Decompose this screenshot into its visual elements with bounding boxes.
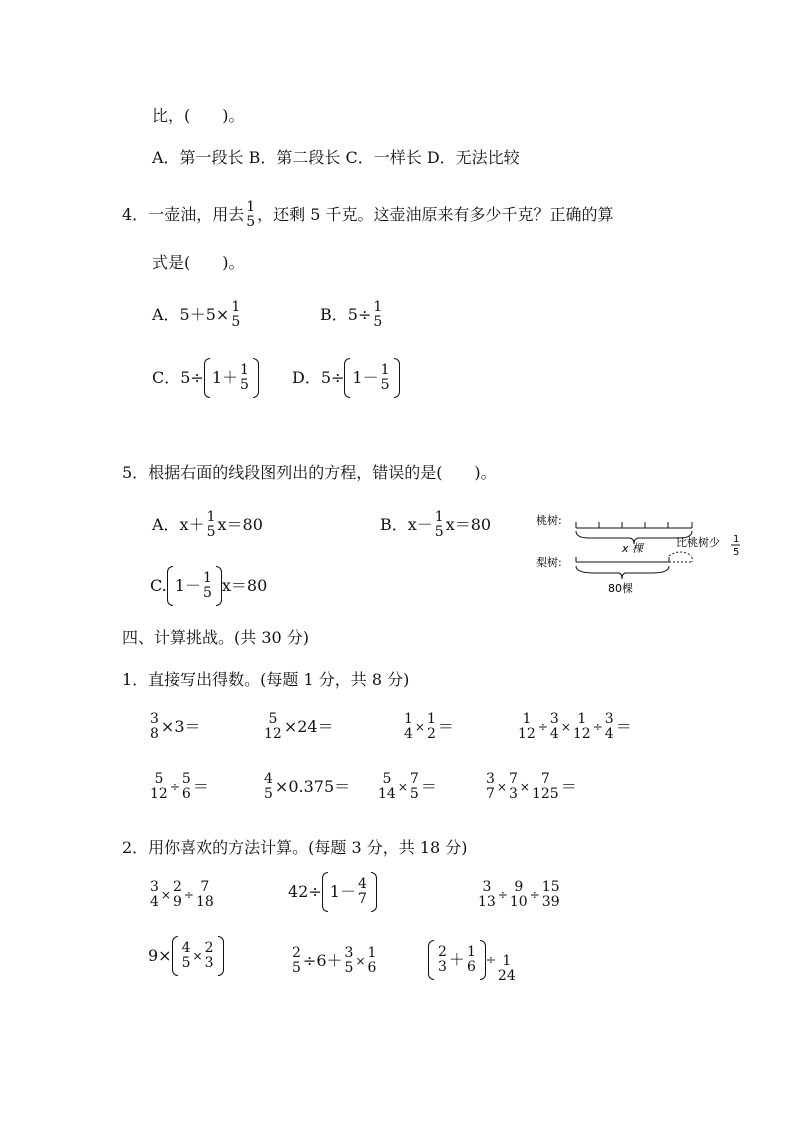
q4-option-c[interactable] <box>152 358 259 398</box>
q3-options: A．第一段长 B．第二段长 C．一样长 D．无法比较 <box>152 148 520 167</box>
q4-number: 4． <box>122 204 149 224</box>
q3-line2: 比，( )。 <box>152 106 245 125</box>
option-label: C．5÷ <box>152 368 204 387</box>
calc-item: 3 8 ×3＝ <box>150 711 201 742</box>
option-label: B．5÷ <box>320 304 372 324</box>
q4-stem-b: ，还剩 5 千克。这壶油原来有多少千克？正确的算 <box>257 204 614 224</box>
calc-item: 42÷ 1－ 4 7 <box>288 872 377 912</box>
q5-stem: 5．根据右面的线段图列出的方程，错误的是( )。 <box>122 463 497 482</box>
calc-item: 1 4 × 1 2 ＝ <box>404 711 454 742</box>
part1-title: 1．直接写出得数。(每题 1 分，共 8 分) <box>122 670 410 689</box>
q4-option-a[interactable] <box>152 300 242 329</box>
calc-item: 5 14 × 7 5 ＝ <box>378 771 437 802</box>
less-text: 比桃树少 <box>676 536 720 549</box>
parentheses: 1＋ 1 5 <box>204 358 259 398</box>
calc-item: 2 3 ＋ 1 6 ÷ 1 24 <box>428 936 518 983</box>
q5-option-b[interactable]: B．x－ 1 5 x＝80 <box>380 509 492 540</box>
pear-label: 梨树: <box>536 556 562 569</box>
fraction: 1 5 <box>231 299 241 330</box>
less-frac-d: 5 <box>733 547 740 558</box>
less-frac-n: 1 <box>733 534 740 545</box>
option-label: A．5＋5× <box>152 304 230 324</box>
calc-item: 9× 4 5 × 2 3 <box>148 936 224 976</box>
segment-diagram <box>534 508 758 600</box>
q4-stem <box>122 200 613 229</box>
section-title: 四、计算挑战。(共 30 分) <box>122 628 310 647</box>
pear-brace <box>576 566 669 579</box>
q4-stem-line2: 式是( )。 <box>152 253 245 272</box>
part2-title: 2．用你喜欢的方法计算。(每题 3 分，共 18 分) <box>122 838 468 857</box>
q4-stem-a: 一壶油，用去 <box>148 204 245 224</box>
calc-item: 5 12 ×24＝ <box>264 711 334 742</box>
calc-item: 3 7 × 7 3 × 7 125 ＝ <box>486 771 577 802</box>
fraction: 1 5 <box>373 299 383 330</box>
option-label: D．5÷ <box>292 368 345 387</box>
q4-option-b[interactable] <box>320 300 384 329</box>
calc-item: 1 12 ÷ 3 4 × 1 12 ÷ 3 4 ＝ <box>518 711 632 742</box>
calc-item: 4 5 ×0.375＝ <box>264 771 351 802</box>
q4-option-d[interactable] <box>292 358 400 398</box>
calc-item: 3 13 ÷ 9 10 ÷ 15 39 <box>478 879 560 910</box>
calc-item: 2 5 ÷6＋ 3 5 × 1 6 <box>292 945 377 976</box>
fraction: 1 5 <box>246 199 256 230</box>
peach-label: 桃树: <box>536 514 562 527</box>
peach-x: x 棵 <box>622 542 644 555</box>
parentheses: 1－ 1 5 <box>344 358 399 398</box>
pear-count: 80棵 <box>608 582 633 595</box>
calc-item: 3 4 × 2 9 ÷ 7 18 <box>150 879 214 910</box>
q5-option-a[interactable]: A．x＋ 1 5 x＝80 <box>152 509 263 540</box>
calc-item: 5 12 ÷ 5 6 ＝ <box>150 771 209 802</box>
q5-option-c[interactable]: C. 1－ 1 5 x＝80 <box>150 566 267 606</box>
